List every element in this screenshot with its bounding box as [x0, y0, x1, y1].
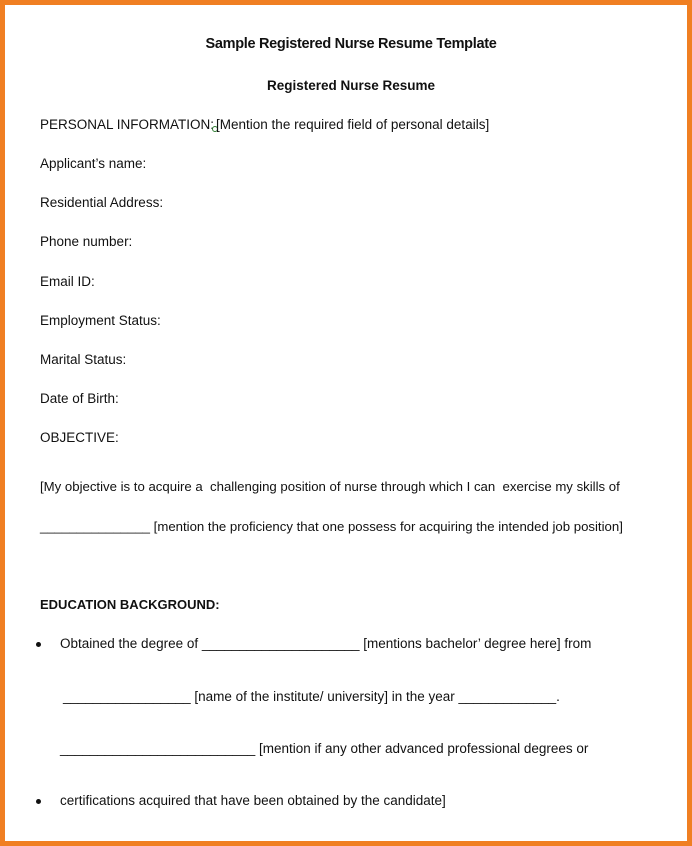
personal-info-note: [Mention the required field of personal details]: [216, 117, 490, 132]
field-marital-status: Marital Status:: [40, 352, 127, 367]
field-email-id: Email ID:: [40, 274, 95, 289]
education-line-1: Obtained the degree of _____________________ [mentions bachelor’ degree here] from: [60, 636, 592, 651]
education-line-3: __________________________ [mention if any other advanced professional degrees or: [60, 741, 589, 756]
document-subtitle: Registered Nurse Resume: [266, 78, 436, 93]
field-date-of-birth: Date of Birth:: [40, 391, 119, 406]
objective-heading: OBJECTIVE:: [40, 430, 119, 445]
personal-info-heading: PERSONAL INFORMATION:: [40, 117, 215, 132]
field-phone-number: Phone number:: [40, 234, 133, 249]
field-residential-address: Residential Address:: [40, 195, 164, 210]
field-employment-status: Employment Status:: [40, 313, 161, 328]
bullet-icon: [36, 642, 41, 647]
objective-line-1: [My objective is to acquire a challenging position of nurse through which I can exercise my skills of: [40, 479, 620, 494]
bullet-icon: [36, 799, 41, 804]
field-applicant-name: Applicant’s name:: [40, 156, 147, 171]
education-heading: EDUCATION BACKGROUND:: [40, 597, 220, 612]
objective-line-2: _______________ [mention the proficiency that one possess for acquiring the intended job position]: [40, 519, 623, 534]
education-line-4: certifications acquired that have been obtained by the candidate]: [60, 793, 446, 808]
document-title: Sample Registered Nurse Resume Template: [205, 36, 497, 52]
personal-info-line: [40, 117, 489, 133]
education-line-2: _________________ [name of the institute/ university] in the year _____________.: [63, 689, 560, 704]
